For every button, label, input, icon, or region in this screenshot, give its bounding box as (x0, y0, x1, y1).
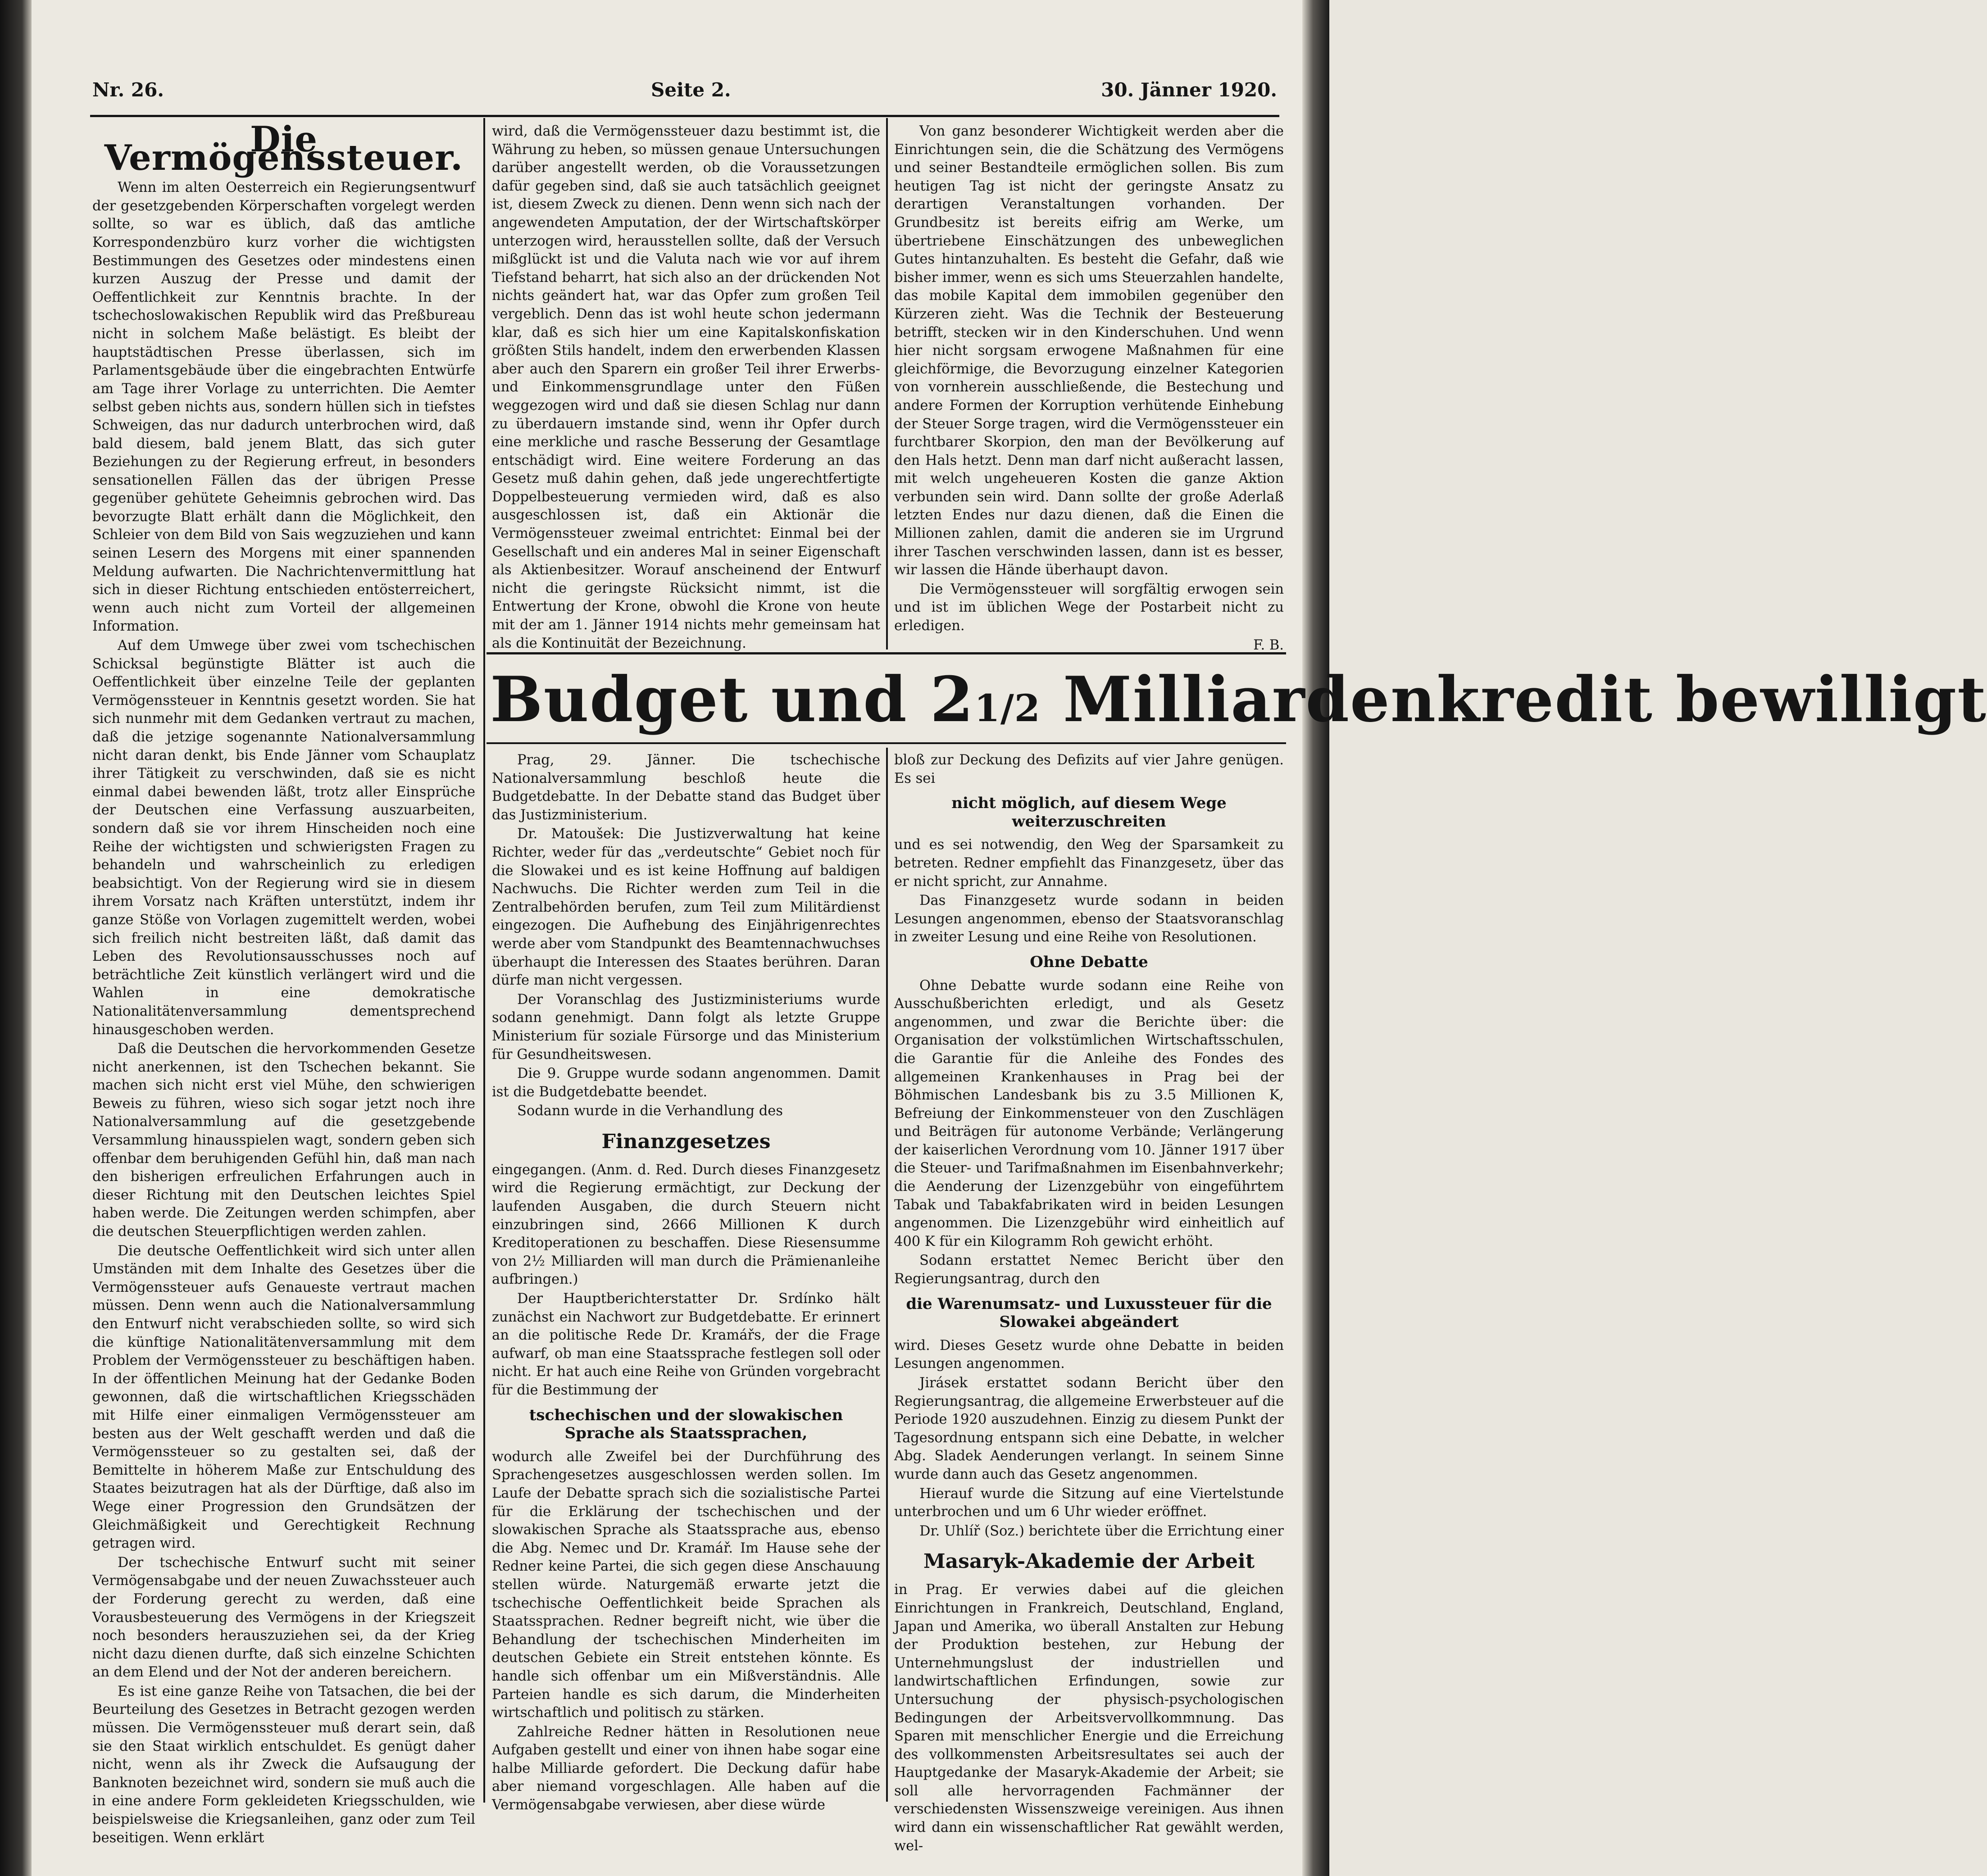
headline-banner (490, 661, 1987, 738)
column-divider (483, 118, 485, 1803)
scan-right-edge (1302, 0, 1329, 1876)
paragraph: eingegangen. (Anm. d. Red. Durch dieses Finanzgesetz wird die Regierung ermächtigt, zur Deckung der laufenden Ausgaben, die durch Steuern nicht einzubringen sind, 2666 Millionen K durch Kreditoperationen zu beschaffen. Diese Riesensumme von 2½ Milliarden will man durch die Prämienanleihe aufbringen.) (492, 1162, 880, 1288)
paragraph: Dr. Uhlíř (Soz.) berichtete über die Errichtung einer (919, 1523, 1284, 1539)
article-column-2-bottom (492, 751, 880, 1813)
paragraph: Der Voranschlag des Justizministeriums wurde sodann genehmigt. Dann folgt als letzte Gruppe Ministerium für soziale Fürsorge und das Ministerium für Gesundheitswesen. (492, 991, 880, 1063)
section-heading: Masaryk-Akademie der Arbeit (923, 1550, 1255, 1573)
header-rule (90, 115, 1279, 117)
emphasis-line: tschechischen und der slowakischen Sprache als Staatssprachen, (529, 1406, 843, 1443)
column-divider (886, 748, 888, 1802)
paragraph: Von ganz besonderer Wichtigkeit werden aber die Einrichtungen sein, die die Schätzung des Vermögens und seiner Bestandteile ermöglichen sollen. Bis zum heutigen Tag ist nicht der geringste Ansatz zu derartigen Veranstaltungen vorhanden. Der Grundbesitz ist bereits eifrig am Werke, um übertriebene Einschätzungen des unbeweglichen Gutes hintanzuhalten. Es besteht die Gefahr, daß wie bisher immer, wenn es sich ums Steuerzahlen handelte, das mobile Kapital dem immobilen gegenüber den Kürzeren zieht. Was die Technik der Besteuerung betrifft, stecken wir in den Kinderschuhen. Und wenn hier nicht sorgsam erwogene Maßnahmen für eine gleichförmige, die Bevorzugung einzelner Kategorien von vornherein ausschließende, die Bestechung und andere Formen der Korruption verhütende Einhebung der Steuer Sorge tragen, wird die Vermögenssteuer ein furchtbarer Skorpion, den man der Bevölkerung auf den Hals hetzt. Denn man darf nicht außeracht lassen, mit welch ungeheueren Kosten die ganze Aktion verbunden sein wird. Dann sollte der große Aderlaß letzten Endes nur dazu dienen, daß die Einen die Millionen zahlen, damit die anderen sie im Urgrund ihrer Taschen verschwinden lassen, dann ist es besser, wir lassen die Hände überhaupt davon. (894, 123, 1284, 578)
paragraph: Es ist eine ganze Reihe von Tatsachen, die bei der Beurteilung des Gesetzes in Betracht gezogen werden müssen. Die Vermögenssteuer muß derart sein, daß sie den Staat wirklich entschuldet. Es genügt daher nicht, wenn als ihr Zweck die Aufsaugung der Banknoten bezeichnet wird, sondern sie muß auch die in eine andere Form gekleideten Kriegsschulden, wie beispielsweise die Kriegsanleihen, ganz oder zum Teil beseitigen. Wenn erklärt (92, 1683, 475, 1846)
article-column-3-bottom (894, 751, 1284, 1854)
paragraph: wodurch alle Zweifel bei der Durchführung des Sprachengesetzes ausgeschlossen werden sollen. Im Laufe der Debatte sprach sich die sozialistische Partei für die Erklärung der tschechischen und der slowakischen Sprache als Staatssprache aus, ebenso die Abg. Nemec und Dr. Kramář. Im Hause sehe der Redner keine Partei, die sich gegen diese Anschauung stellen würde. Naturgemäß erwarte jetzt die tschechische Oeffentlichkeit beide Sprachen als Staatssprachen. Redner begreift nicht, wie über die Behandlung der tschechischen Minderheiten im deutschen Gebiete ein Streit entstehen könnte. Es handle sich offenbar um ein Mißverständnis. Alle Parteien handle es sich darum, die Minderheiten wirtschaftlich und politisch zu stärken. (492, 1449, 880, 1721)
paragraph: Zahlreiche Redner hätten in Resolutionen neue Aufgaben gestellt und einer von ihnen habe sogar eine halbe Milliarde gefordert. Die Deckung dafür habe aber niemand vorgeschlagen. Alle haben auf die Vermögensabgabe verwiesen, aber diese würde (492, 1724, 880, 1813)
paragraph: wird. Dieses Gesetz wurde ohne Debatte in beiden Lesungen angenommen. (894, 1337, 1284, 1372)
article-column-3-top (894, 123, 1284, 653)
issue-number: Nr. 26. (92, 79, 164, 101)
banner-rule-bottom (487, 742, 1286, 744)
article-title: Die Vermögenssteuer. (104, 119, 464, 178)
paragraph: Die deutsche Oeffentlichkeit wird sich unter allen Umständen mit dem Inhalte des Gesetzes über die Vermögenssteuer aufs Genaueste vertraut machen müssen. Denn wenn auch die Nationalversammlung den Entwurf nicht verabschieden sollte, so wird sich die künftige Nationalitätenversammlung mit dem Problem der Vermögenssteuer zu beschäftigen haben. In der öffentlichen Meinung hat der Gedanke Boden gewonnen, daß die wirtschaftlichen Kriegsschäden mit Hilfe einer einmaligen Vermögenssteuer am besten aus der Welt geschafft werden und daß die Vermögenssteuer so zu gestalten sei, daß der Bemittelte in höherem Maße zur Entschuldung des Staates beizutragen hat als der Dürftige, daß also im Wege einer Progression den Grundsätzen der Gleichmäßigkeit und Gerechtigkeit Rechnung getragen wird. (92, 1243, 475, 1552)
paragraph: Hierauf wurde die Sitzung auf eine Viertelstunde unterbrochen und um 6 Uhr wieder eröffnet. (894, 1485, 1284, 1520)
paragraph: bloß zur Deckung des Defizits auf vier Jahre genügen. Es sei (894, 752, 1284, 786)
section-heading: Finanzgesetzes (601, 1130, 771, 1153)
paragraph: Sodann wurde in die Verhandlung des (517, 1103, 783, 1119)
paragraph: Ohne Debatte wurde sodann eine Reihe von Ausschußberichten erledigt, und als Gesetz angenommen, und zwar die Berichte über: die Organisation der volkstümlichen Wirtschaftsschulen, die Garantie für die Anleihe des Fondes des allgemeinen Krankenhauses in Prag bei der Böhmischen Landesbank bis zu 3.5 Millionen K, Befreiung der Einkommensteuer von den Zuschlägen und Beiträgen für autonome Verbände; Verlängerung der kaiserlichen Verordnung vom 10. Jänner 1917 über die Steuer- und Tarifmaßnahmen im Eisenbahnverkehr; die Aenderung der Lizenzgebühr von eingeführtem Tabak und Tabakfabrikaten wird in beiden Lesungen angenommen. Die Lizenzgebühr wird einheitlich auf 400 K für ein Kilogramm Roh gewicht erhöht. (894, 977, 1284, 1249)
paragraph: Dr. Matoušek: Die Justizverwaltung hat keine Richter, weder für das „verdeutschte“ Gebiet noch für die Slowakei und es ist keine Hoffnung auf baldigen Nachwuchs. Die Richter werden zum Teil in die Zentralbehörden berufen, zum Teil zum Militärdienst eingezogen. Die Aufhebung des Einjährigenrechtes werde aber vom Standpunkt des Beamtennachwuchses überhaupt die Interessen des Staates berühren. Daran dürfe man nicht vergessen. (492, 826, 880, 989)
emphasis-line: die Warenumsatz- und Luxussteuer für die Slowakei abgeändert (906, 1295, 1272, 1331)
page-header (92, 79, 1277, 110)
headline-main: Budget und 2 (490, 663, 974, 736)
section-heading: Ohne Debatte (1030, 953, 1148, 971)
paragraph: Der tschechische Entwurf sucht mit seiner Vermögensabgabe und der neuen Zuwachssteuer auch der Forderung gerecht zu werden, daß eine Vorausbesteuerung des Vermögens in der Kriegszeit noch besonders herauszuziehen sei, da der Krieg nicht dazu dienen durfte, daß sich einzelne Schichten an dem Elend und der Not der anderen bereichern. (92, 1554, 475, 1681)
headline-rest: Milliardenkredit bewilligt (1040, 663, 1987, 736)
page-number: Seite 2. (651, 79, 731, 101)
scan-left-edge (0, 0, 32, 1876)
article-column-2-top (492, 123, 880, 650)
paragraph: in Prag. Er verwies dabei auf die gleichen Einrichtungen in Frankreich, Deutschland, England, Japan und Amerika, wo überall Anstalten zur Hebung der Produktion bestehen, zur Hebung der Unternehmungslust der industriellen und landwirtschaftlichen Erfindungen, sowie zur Untersuchung der physisch-psychologischen Bedingungen der Arbeitsvervollkommnung. Das Sparen mit menschlicher Energie und die Erreichung des vollkommensten Arbeitsresultates sei auch der Hauptgedanke der Masaryk-Akademie der Arbeit; sie soll alle hervorragenden Fachmänner der verschiedensten Wissenszweige vereinigen. Aus ihnen wird dann ein wissenschaftlicher Rat gewählt werden, wel- (894, 1582, 1284, 1854)
author-signature: F. B. (1253, 637, 1284, 653)
paragraph: und es sei notwendig, den Weg der Sparsamkeit zu betreten. Redner empfiehlt das Finanzgesetz, über das er nicht spricht, zur Annahme. (894, 837, 1284, 890)
paragraph: Wenn im alten Oesterreich ein Regierungsentwurf der gesetzgebenden Körperschaften vorgelegt werden sollte, so war es üblich, daß das amtliche Korrespondenzbüro kurz vorher die wichtigsten Bestimmungen des Gesetzes oder mindestens einen kurzen Auszug der Presse und damit der Oeffentlichkeit zur Kenntnis brachte. In der tschechoslowakischen Republik wird das Preßbureau nicht in solchem Maße belästigt. Es bleibt der hauptstädtischen Presse überlassen, sich im Parlamentsgebäude über die eingebrachten Entwürfe am Tage ihrer Vorlage zu unterrichten. Die Aemter selbst geben nichts aus, sondern hüllen sich in tiefstes Schweigen, das nur dadurch unterbrochen wird, daß bald diesem, bald jenem Blatt, das sich guter Beziehungen zu der Regierung erfreut, in besonders sensationellen Fällen das der übrigen Presse gegenüber gehütete Geheimnis gebrochen wird. Das bevorzugte Blatt erhält dann die Möglichkeit, den Schleier von dem Bild von Sais wegzuziehen und kann seinen Lesern des Morgens mit einer spannenden Meldung aufwarten. Die Nachrichtenvermittlung hat sich in dieser Richtung entschieden entösterreichert, wenn auch nicht zum Vorteil der allgemeinen Information. (92, 180, 475, 635)
issue-date: 30. Jänner 1920. (1101, 79, 1277, 101)
paragraph: Auf dem Umwege über zwei vom tschechischen Schicksal begünstigte Blätter ist auch die Oeffentlichkeit über einzelne Teile der geplanten Vermögenssteuer in Kenntnis gesetzt worden. Sie hat sich nunmehr mit dem Gedanken vertraut zu machen, daß die jetzige sogenannte Nationalversammlung nicht daran denkt, bis Ende Jänner vom Schauplatz ihrer Tätigkeit zu verschwinden, daß sie es nicht einmal dabei bewenden läßt, trotz aller Einsprüche der Deutschen eine Verfassung auszuarbeiten, sondern daß sie vor ihrem Hinscheiden noch eine Reihe der wichtigsten und schwierigsten Fragen zu behandeln und wahrscheinlich zu erledigen beabsichtigt. Von der Regierung wird sie in diesem ihrem Vorsatz nach Kräften unterstützt, indem ihr ganze Stöße von Vorlagen zugemittelt werden, wobei sich freilich nicht bestreiten läßt, daß damit das Leben des Revolutionsausschusses noch auf beträchtliche Zeit künstlich verlängert wird und die Wahlen in eine demokratische Nationalitätenversammlung dementsprechend hinausgeschoben werden. (92, 638, 475, 1038)
article-column-1 (92, 119, 475, 1846)
paragraph: wird, daß die Vermögenssteuer dazu bestimmt ist, die Währung zu heben, so müssen genaue Untersuchungen darüber angestellt werden, ob die Voraussetzungen dafür gegeben sind, daß sie auch tatsächlich geeignet ist, diesem Zweck zu dienen. Denn wenn sich nach der angewendeten Amputation, der der Wirtschaftskörper unterzogen wird, herausstellen sollte, daß der Versuch mißglückt ist und die Valuta nach wie vor auf ihrem Tiefstand beharrt, hat sich also an der drückenden Not nichts geändert hat, war das Opfer zum großen Teil vergeblich. Denn das ist wohl heute schon jedermann klar, daß es sich hier um eine Kapitalskonfiskation größten Stils handelt, indem den erwerbenden Klassen aber auch den Sparern ein großer Teil ihrer Erwerbs- und Einkommensgrundlage unter den Füßen weggezogen wird und daß sie diesen Schlag nur dann zu überdauern imstande sind, wenn ihr Opfer durch eine merkliche und rasche Besserung der Gesamtlage entschädigt wird. Eine weitere Forderung an das Gesetz muß dahin gehen, daß jede ungerechtfertigte Doppelbesteuerung vermieden wird, daß es also ausgeschlossen ist, daß ein Aktionär die Vermögenssteuer zweimal entrichtet: Einmal bei der Gesellschaft und ein anderes Mal in seiner Eigenschaft als Aktienbesitzer. Worauf anscheinend der Entwurf nicht die geringste Rücksicht nimmt, ist die Entwertung der Krone, obwohl die Krone von heute mit der am 1. Jänner 1914 nichts mehr gemeinsam hat als die Kontinuität der Bezeichnung. (492, 123, 880, 651)
paragraph: Das Finanzgesetz wurde sodann in beiden Lesungen angenommen, ebenso der Staatsvoranschlag in zweiter Lesung und eine Reihe von Resolutionen. (894, 893, 1284, 945)
paragraph: Daß die Deutschen die hervorkommenden Gesetze nicht anerkennen, ist den Tschechen bekannt. Sie machen sich nicht erst viel Mühe, den schwierigen Beweis zu führen, wieso sich sogar jetzt noch ihre Nationalversammlung auf die gesetzgebende Versammlung hinausspielen wagt, sondern geben sich offenbar dem beruhigenden Gefühl hin, daß man nach den bisherigen erfreulichen Erfahrungen auch in dieser Richtung mit den Deutschen leichtes Spiel haben werde. Die Zeitungen werden schimpfen, aber die deutschen Steuerpflichtigen werden zahlen. (92, 1041, 475, 1240)
emphasis-line: nicht möglich, auf diesem Wege weiterzuschreiten (951, 794, 1227, 831)
column-divider (886, 118, 888, 650)
paragraph: Der Hauptberichterstatter Dr. Srdínko hält zunächst ein Nachwort zur Budgetdebatte. Er erinnert an die politische Rede Dr. Kramářs, der die Frage aufwarf, ob man eine Staatssprache festlegen soll oder nicht. Er hat auch eine Reihe von Gründen vorgebracht für die Bestimmung der (492, 1291, 880, 1398)
paragraph: Prag, 29. Jänner. Die tschechische Nationalversammlung beschloß heute die Budgetdebatte. In der Debatte stand das Budget über das Justizministerium. (492, 752, 880, 823)
paragraph: Die Vermögenssteuer will sorgfältig erwogen sein und ist im üblichen Wege der Postarbeit nicht zu erledigen. (894, 581, 1284, 634)
headline-fraction: 1/2 (974, 687, 1041, 730)
paragraph: Sodann erstattet Nemec Bericht über den Regierungsantrag, durch den (894, 1253, 1284, 1287)
paragraph: Die 9. Gruppe wurde sodann angenommen. Damit ist die Budgetdebatte beendet. (492, 1066, 880, 1100)
paragraph: Jirásek erstattet sodann Bericht über den Regierungsantrag, die allgemeine Erwerbsteuer auf die Periode 1920 auszudehnen. Einzig zu diesem Punkt der Tagesordnung entspann sich eine Debatte, in welcher Abg. Sladek Aenderungen verlangt. In seinem Sinne wurde dann auch das Gesetz angenommen. (894, 1375, 1284, 1482)
